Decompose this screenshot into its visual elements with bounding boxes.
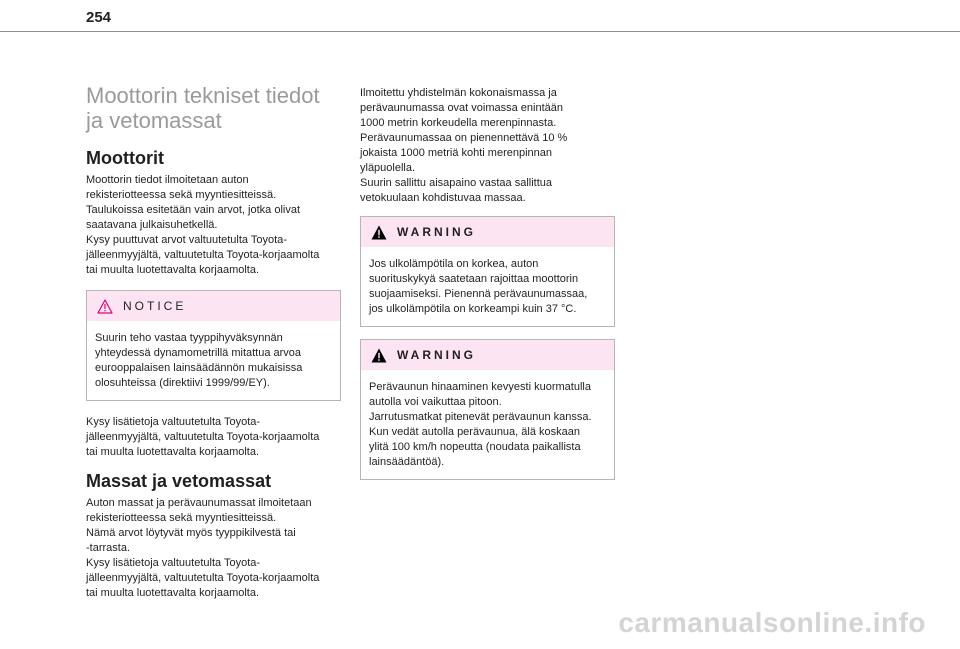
warning-header	[361, 340, 614, 370]
notice-text	[95, 331, 332, 391]
text-line: Jos ulkolämpötila on korkea, auton	[369, 258, 539, 270]
text-line: lainsäädäntöä).	[369, 456, 445, 468]
text-line: Nämä arvot löytyvät myös tyyppikilvestä tai	[86, 527, 296, 539]
section-title-massat: Massat ja vetomassat	[86, 471, 272, 491]
text-line: jälleenmyyjältä, valtuutetulta Toyota-korjaamolta	[86, 249, 320, 261]
caution-triangle-icon	[97, 299, 113, 314]
text-line: yläpuolella.	[360, 162, 416, 174]
text-line: ylitä 100 km/h nopeutta (noudata paikallista	[369, 441, 581, 453]
warning-label: WARNING	[397, 348, 476, 362]
text-line: olosuhteissa (direktiivi 1999/99/EY).	[95, 377, 270, 389]
notice-box	[86, 290, 341, 401]
text-line: tai muulta luotettavalta korjaamolta.	[86, 446, 260, 458]
text-line: Moottorin tiedot ilmoitetaan auton	[86, 174, 249, 186]
chapter-title	[86, 83, 341, 133]
text-line: jokaista 1000 metriä kohti merenpinnan	[360, 147, 553, 159]
section-title-moottorit: Moottorit	[86, 148, 164, 168]
text-line: saatavana julkaisuhetkellä.	[86, 219, 218, 231]
chapter-title-line: ja vetomassat	[86, 108, 222, 133]
watermark: carmanualsonline.info	[618, 607, 926, 638]
text-line: jos ulkolämpötila on korkeampi kuin 37 °C.	[369, 303, 577, 315]
text-line: autolla voi vaikuttaa pitoon.	[369, 396, 502, 408]
text-line: Kysy lisätietoja valtuutetulta Toyota-	[86, 416, 261, 428]
text-line: yhteydessä dynamometrillä mitattua arvoa	[95, 347, 302, 359]
page-number: 254	[86, 9, 112, 26]
text-line: eurooppalaisen lainsäädännön mukaisissa	[95, 362, 303, 374]
warning-body	[361, 247, 614, 326]
text-line: Suurin sallittu aisapaino vastaa sallittua	[360, 177, 553, 189]
text-line: tai muulta luotettavalta korjaamolta.	[86, 587, 260, 599]
contact-text	[86, 415, 341, 460]
text-line: Auton massat ja perävaunumassat ilmoitetaan	[86, 497, 312, 509]
warning-text	[369, 257, 606, 317]
section-moottorit-text	[86, 173, 341, 278]
text-line: Suurin teho vastaa tyyppihyväksynnän	[95, 332, 283, 344]
text-line: jälleenmyyjältä, valtuutetulta Toyota-korjaamolta	[86, 431, 320, 443]
warning-triangle-icon	[371, 348, 387, 363]
text-line: perävaunumassa ovat voimassa enintään	[360, 102, 564, 114]
text-line: Kun vedät autolla perävaunua, älä koskaan	[369, 426, 580, 438]
warning-triangle-icon	[371, 225, 387, 240]
text-line: Kysy puuttuvat arvot valtuutetulta Toyota-	[86, 234, 287, 246]
text-line: rekisteriotteessa sekä myyntiesitteissä.	[86, 189, 277, 201]
chapter-title-line: Moottorin tekniset tiedot	[86, 83, 320, 108]
text-line: suojaamiseksi. Pienennä perävaunumassaa,	[369, 288, 588, 300]
warning-box	[360, 216, 615, 327]
notice-body	[87, 321, 340, 400]
notice-header	[87, 291, 340, 321]
text-line: Perävaunun hinaaminen kevyesti kuormatulla	[369, 381, 591, 393]
section-massat-text	[86, 496, 341, 601]
intro-text	[360, 86, 615, 206]
notice-label: NOTICE	[123, 299, 187, 313]
warning-text	[369, 380, 606, 470]
left-column	[86, 83, 341, 613]
text-line: Taulukoissa esitetään vain arvot, jotka olivat	[86, 204, 301, 216]
header-divider	[0, 31, 960, 32]
middle-column	[360, 86, 615, 500]
text-line: Jarrutusmatkat pitenevät perävaunun kanssa.	[369, 411, 592, 423]
warning-body	[361, 370, 614, 479]
text-line: tai muulta luotettavalta korjaamolta.	[86, 264, 260, 276]
text-line: 1000 metrin korkeudella merenpinnasta.	[360, 117, 557, 129]
text-line: Ilmoitettu yhdistelmän kokonaismassa ja	[360, 87, 557, 99]
text-line: rekisteriotteessa sekä myyntiesitteissä.	[86, 512, 277, 524]
warning-label: WARNING	[397, 225, 476, 239]
text-line: Kysy lisätietoja valtuutetulta Toyota-	[86, 557, 261, 569]
text-line: Perävaunumassaa on pienennettävä 10 %	[360, 132, 568, 144]
warning-header	[361, 217, 614, 247]
warning-box	[360, 339, 615, 480]
text-line: jälleenmyyjältä, valtuutetulta Toyota-korjaamolta	[86, 572, 320, 584]
text-line: -tarrasta.	[86, 542, 131, 554]
text-line: suorituskykyä saatetaan rajoittaa moottorin	[369, 273, 579, 285]
text-line: vetokuulaan kohdistuvaa massaa.	[360, 192, 526, 204]
